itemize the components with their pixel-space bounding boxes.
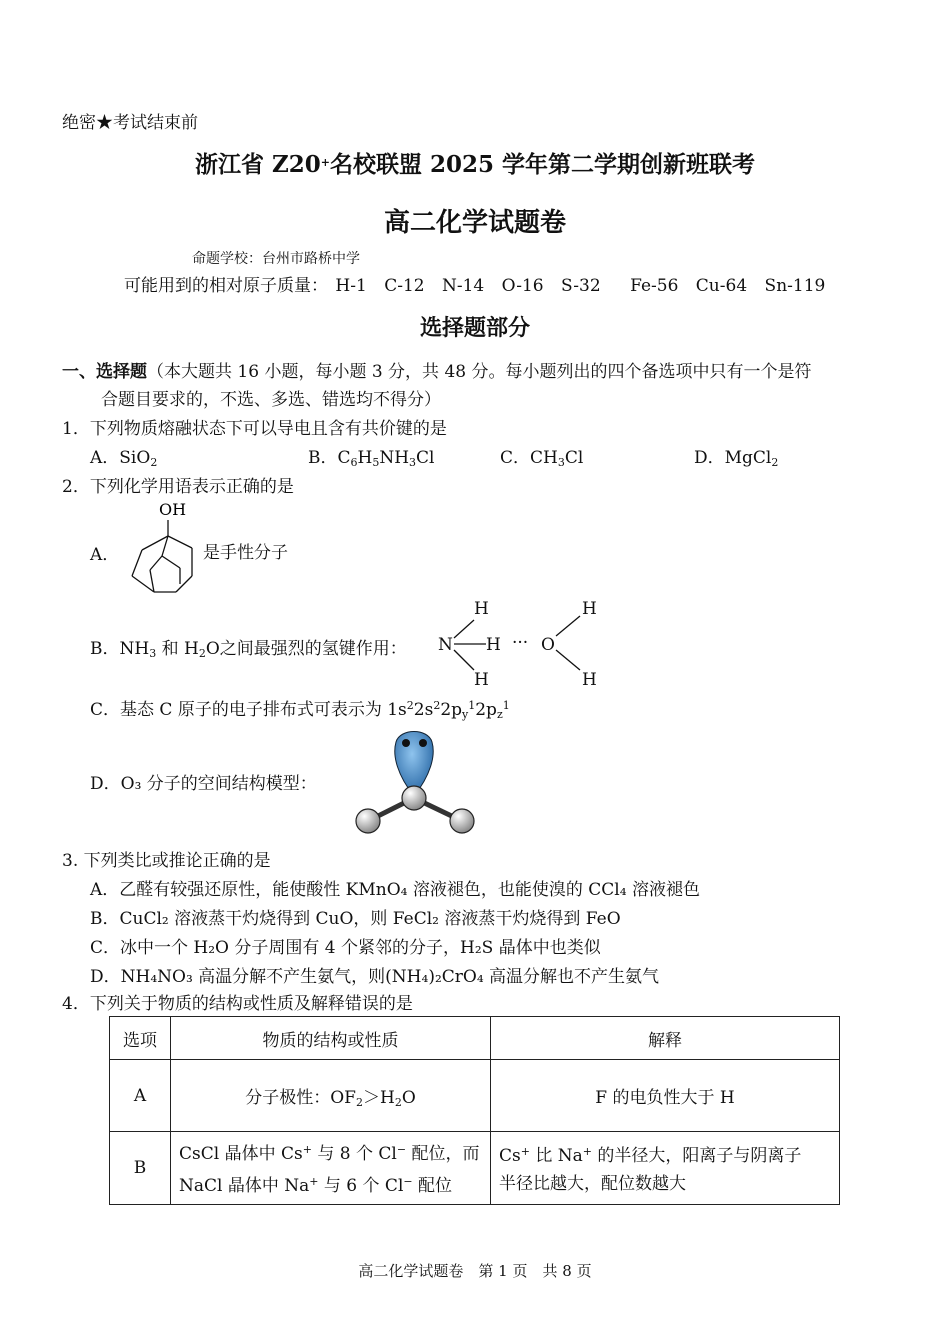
q1-option-c: C．$CH_3Cl$ bbox=[500, 448, 584, 469]
q3-option-d: D．NH₄NO₃ 高温分解不产生氨气，则(NH₄)₂CrO₄ 高温分解也不产生氨气 bbox=[90, 967, 660, 987]
q3-option-a: A．乙醛有较强还原性，能使酸性 KMnO₄ 溶液褪色，也能使溴的 CCl₄ 溶液褪色 bbox=[90, 880, 700, 900]
svg-text:···: ··· bbox=[512, 633, 529, 653]
adamantanol-structure bbox=[118, 498, 202, 600]
q4-table bbox=[109, 1016, 840, 1205]
school-line: 命题学校：台州市路桥中学 bbox=[192, 251, 360, 267]
q3-stem: 3. 下列类比或推论正确的是 bbox=[62, 851, 271, 871]
q2-option-c: C．基态 C 原子的电子排布式可表示为 $1s^22s^22p_y^12p_z^1$ bbox=[90, 699, 510, 721]
table-cell: F 的电负性大于 H bbox=[491, 1060, 840, 1132]
svg-text:O: O bbox=[541, 635, 555, 655]
svg-text:H: H bbox=[582, 670, 597, 690]
svg-text:N: N bbox=[438, 635, 453, 655]
ozone-model-icon bbox=[348, 726, 480, 838]
q2-option-a-label: A． bbox=[90, 545, 120, 565]
table-cell: Cs+ 比 Na+ 的半径大，阳离子与阴离子 半径比越大，配位数越大 bbox=[491, 1132, 840, 1205]
table-header-cell: 解释 bbox=[491, 1017, 840, 1060]
paper-title: 高二化学试题卷 bbox=[383, 208, 566, 238]
table-row bbox=[110, 1132, 840, 1205]
q3-option-b: B．CuCl₂ 溶液蒸干灼烧得到 CuO，则 FeCl₂ 溶液蒸干灼烧得到 FeO bbox=[90, 909, 621, 929]
q1-stem: 1．下列物质熔融状态下可以导电且含有共价键的是 bbox=[62, 419, 447, 439]
exam-title: 浙江省 Z20+名校联盟 2025 学年第二学期创新班联考 bbox=[194, 151, 756, 178]
q4-stem: 4．下列关于物质的结构或性质及解释错误的是 bbox=[62, 994, 413, 1014]
svg-text:H: H bbox=[474, 670, 489, 690]
table-row bbox=[110, 1060, 840, 1132]
q3-option-c: C．冰中一个 H₂O 分子周围有 4 个紧邻的分子，H₂S 晶体中也类似 bbox=[90, 938, 601, 958]
q1-option-d: D．MgCl$_2$ bbox=[694, 448, 779, 469]
q1-option-b: B．$C_6H_5NH_3Cl$ bbox=[308, 448, 435, 469]
svg-text:OH: OH bbox=[159, 500, 187, 519]
table-cell: B bbox=[110, 1132, 171, 1205]
table-header-row bbox=[110, 1017, 840, 1060]
table-cell: CsCl 晶体中 Cs+ 与 8 个 Cl− 配位，而 NaCl 晶体中 Na+ 与 6 个 Cl− 配位 bbox=[171, 1132, 491, 1205]
table-cell: 分子极性：$OF_2>H_2O$ bbox=[171, 1060, 491, 1132]
svg-text:H: H bbox=[486, 635, 501, 655]
section-intro: 一、选择题（本大题共 16 小题，每小题 3 分，共 48 分。每小题列出的四个备选项中只有一个是符 bbox=[62, 362, 812, 382]
page-footer: 高二化学试题卷 第 1 页 共 8 页 bbox=[358, 1262, 592, 1280]
q2-option-a-text: 是手性分子 bbox=[203, 543, 288, 563]
svg-text:H: H bbox=[474, 599, 489, 619]
confidential-label: 绝密★考试结束前 bbox=[62, 113, 198, 133]
hydrogen-bond-diagram bbox=[430, 596, 610, 691]
q2-option-d: D．O₃ 分子的空间结构模型： bbox=[90, 774, 317, 794]
table-header-cell: 物质的结构或性质 bbox=[171, 1017, 491, 1060]
atomic-mass-line: 可能用到的相对原子质量： H-1 C-12 N-14 O-16 S-32 Fe-56 Cu-64 Sn-119 bbox=[124, 276, 826, 296]
section-title: 选择题部分 bbox=[419, 315, 530, 341]
table-cell: A bbox=[110, 1060, 171, 1132]
q2-option-b: B．$NH_3$ 和 $H_2O$之间最强烈的氢键作用： bbox=[90, 639, 407, 660]
svg-text:H: H bbox=[582, 599, 597, 619]
q2-stem: 2．下列化学用语表示正确的是 bbox=[62, 477, 294, 497]
q1-option-a: A．SiO$_2$ bbox=[90, 448, 158, 469]
section-intro-cont: 合题目要求的，不选、多选、错选均不得分） bbox=[101, 390, 441, 410]
table-header-cell: 选项 bbox=[110, 1017, 171, 1060]
